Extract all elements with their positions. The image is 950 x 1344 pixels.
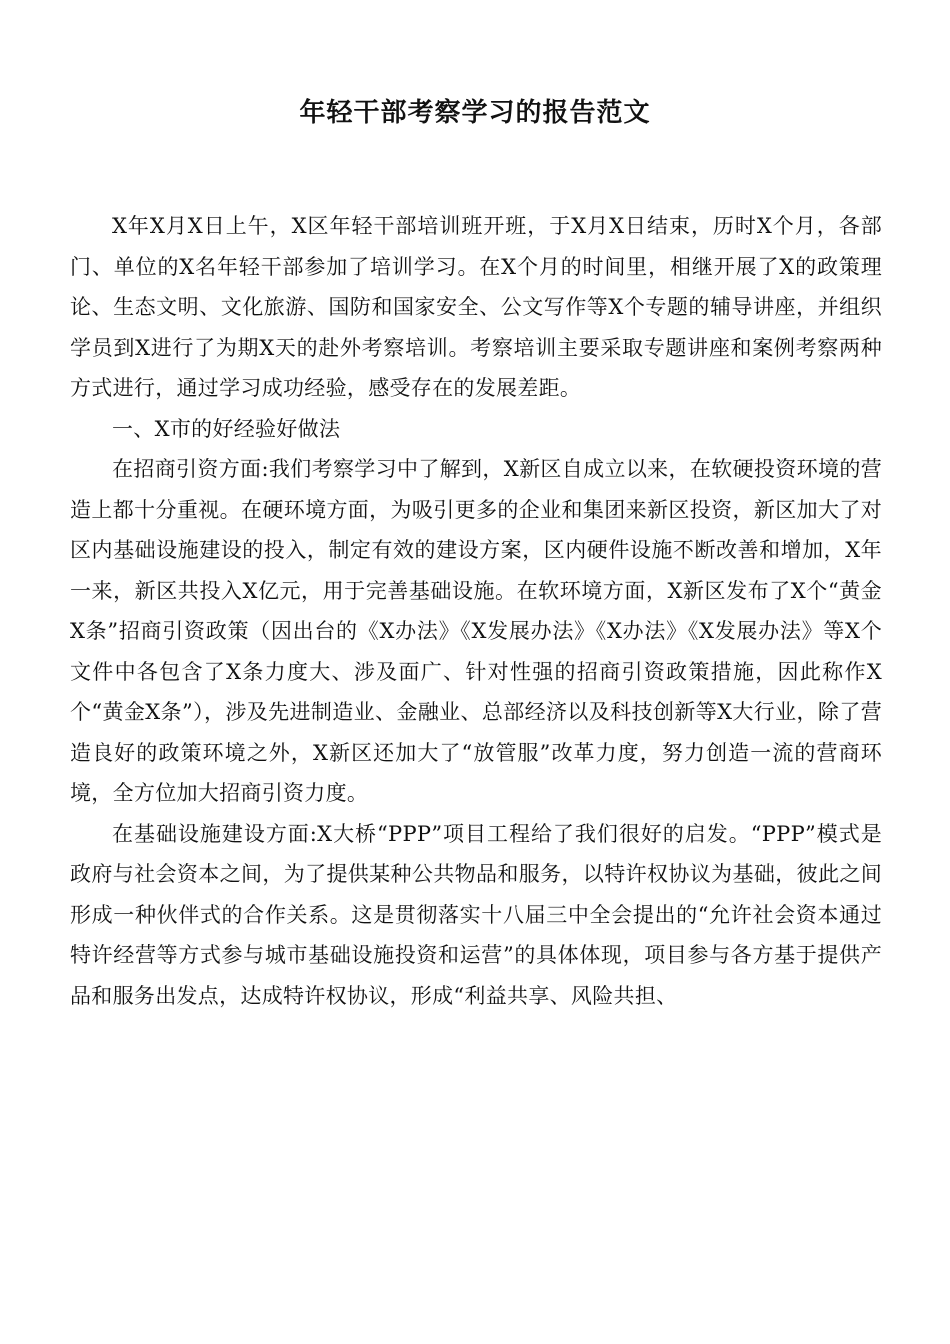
- section-heading: 一、X市的好经验好做法: [112, 416, 341, 441]
- document-title: 年轻干部考察学习的报告范文: [299, 98, 651, 128]
- document-body: [70, 206, 882, 1016]
- paragraph-intro: X年X月X日上午，X区年轻干部培训班开班，于X月X日结束，历时X个月，各部门、单位的X名年轻干部参加了培训学习。在X个月的时间里，相继开展了X的政策理论、生态文明、文化旅游、国防和国家安全、公文写作等X个专题的辅导讲座，并组织学员到X进行了为期X天的赴外考察培训。考察培训主要采取专题讲座和案例考察两种方式进行，通过学习成功经验，感受存在的发展差距。: [70, 214, 882, 400]
- paragraph-investment: 在招商引资方面:我们考察学习中了解到，X新区自成立以来，在软硬投资环境的营造上都十分重视。在硬环境方面，为吸引更多的企业和集团来新区投资，新区加大了对区内基础设施建设的投入，制定有效的建设方案，区内硬件设施不断改善和增加，X年一来，新区共投入X亿元，用于完善基础设施。在软环境方面，X新区发布了X个“黄金X条”招商引资政策（因出台的《X办法》《X发展办法》《X办法》《X发展办法》等X个文件中各包含了X条力度大、涉及面广、针对性强的招商引资政策措施，因此称作X个“黄金X条”），涉及先进制造业、金融业、总部经济以及科技创新等X大行业，除了营造良好的政策环境之外，X新区还加大了“放管服”改革力度，努力创造一流的营商环境，全方位加大招商引资力度。: [70, 457, 882, 805]
- paragraph-infrastructure: 在基础设施建设方面:X大桥“PPP”项目工程给了我们很好的启发。“PPP”模式是政府与社会资本之间，为了提供某种公共物品和服务，以特许权协议为基础，彼此之间形成一种伙伴式的合作关系。这是贯彻落实十八届三中全会提出的“允许社会资本通过特许经营等方式参与城市基础设施投资和运营”的具体体现，项目参与各方基于提供产品和服务出发点，达成特许权协议，形成“利益共享、风险共担、: [70, 821, 882, 1008]
